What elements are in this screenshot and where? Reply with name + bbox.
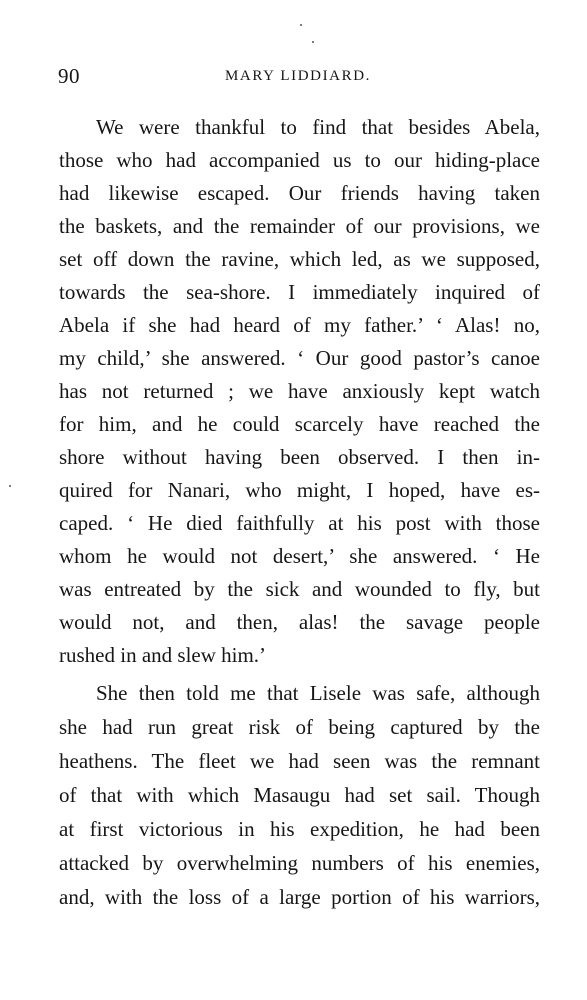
text-line: shore without having been observed. I then in- (59, 445, 540, 469)
text-line: she had run great risk of being captured by the (59, 715, 540, 739)
scan-speck (300, 24, 302, 26)
scan-speck (312, 41, 314, 43)
text-line: Abela if she had heard of my father.’ ‘ Alas! no, (59, 313, 540, 337)
text-line: and, with the loss of a large portion of his warriors, (59, 885, 540, 909)
scan-speck (9, 485, 11, 487)
page-number: 90 (58, 64, 80, 88)
text-line: my child,’ she answered. ‘ Our good pastor’s canoe (59, 346, 540, 370)
text-line: the baskets, and the remainder of our provisions, we (59, 214, 540, 238)
text-line: for him, and he could scarcely have reached the (59, 412, 540, 436)
text-line: those who had accompanied us to our hiding-place (59, 148, 540, 172)
text-line: caped. ‘ He died faithfully at his post with those (59, 511, 540, 535)
text-line: heathens. The fleet we had seen was the remnant (59, 749, 540, 773)
text-line: has not returned ; we have anxiously kept watch (59, 379, 540, 403)
text-line: quired for Nanari, who might, I hoped, have es- (59, 478, 540, 502)
text-line: had likewise escaped. Our friends having taken (59, 181, 540, 205)
text-line: would not, and then, alas! the savage people (59, 610, 540, 634)
text-line: set off down the ravine, which led, as we supposed, (59, 247, 540, 271)
text-line: She then told me that Lisele was safe, although (96, 681, 540, 705)
text-line: of that with which Masaugu had set sail. Though (59, 783, 540, 807)
text-line: towards the sea-shore. I immediately inquired of (59, 280, 540, 304)
running-head: MARY LIDDIARD. (224, 68, 371, 84)
text-line: at first victorious in his expedition, he had been (59, 817, 540, 841)
text-line: We were thankful to find that besides Abela, (96, 115, 540, 139)
text-line: whom he would not desert,’ she answered. ‘ He (59, 544, 540, 568)
text-line: was entreated by the sick and wounded to fly, but (59, 577, 540, 601)
text-line: attacked by overwhelming numbers of his enemies, (59, 851, 540, 875)
text-line: rushed in and slew him.’ (59, 643, 267, 667)
page-header (58, 64, 538, 88)
